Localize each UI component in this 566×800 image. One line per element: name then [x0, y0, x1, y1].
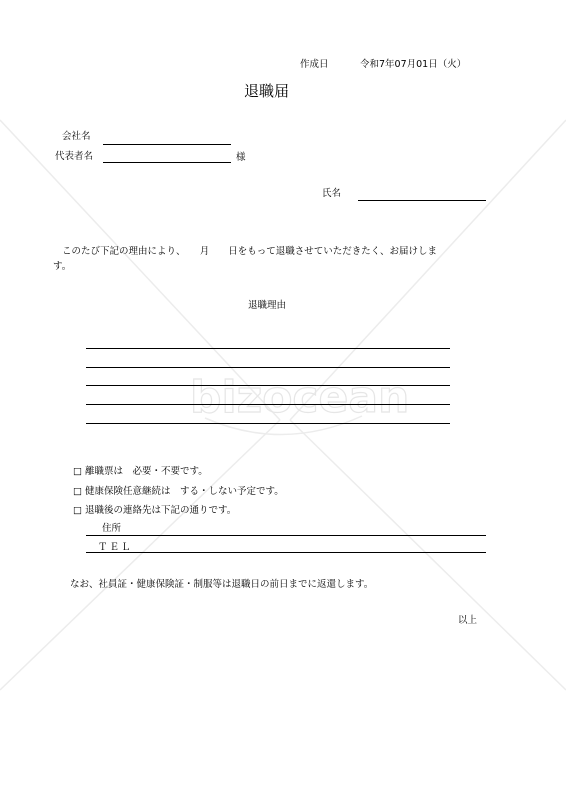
name-field-line[interactable] [358, 200, 486, 201]
reason-heading: 退職理由 [248, 300, 287, 311]
reason-line-3[interactable] [86, 385, 450, 386]
representative-field-line[interactable] [103, 162, 231, 163]
watermark-text: bizocean [190, 372, 410, 423]
address-label: 住所 [102, 523, 122, 534]
tel-label: ＴＥＬ [98, 542, 133, 553]
body-text-line1: このたび下記の理由により、 月 日をもって退職させていただきたく、お届けしま [62, 246, 438, 257]
checklist-item-contact[interactable]: □ 退職後の連絡先は下記の通りです。 [73, 505, 237, 516]
company-field-line[interactable] [103, 144, 231, 145]
checklist-item-health-insurance[interactable]: □ 健康保険任意継続は する・しない予定です。 [73, 486, 284, 497]
name-label: 氏名 [322, 188, 342, 199]
honorific: 様 [236, 152, 246, 163]
date-label: 作成日 [300, 59, 329, 70]
date-value: 令和7年07月01日（火） [360, 59, 467, 70]
checklist-item-separation-notice[interactable]: □ 離職票は 必要・不要です。 [73, 466, 208, 477]
representative-label: 代表者名 [55, 151, 94, 162]
return-note: なお、社員証・健康保険証・制服等は退職日の前日までに返還します。 [70, 579, 374, 590]
reason-line-5[interactable] [86, 423, 450, 424]
closing-text: 以上 [458, 615, 478, 626]
reason-line-1[interactable] [86, 348, 450, 349]
body-text-line2: す。 [53, 261, 72, 272]
reason-line-2[interactable] [86, 367, 450, 368]
reason-line-4[interactable] [86, 404, 450, 405]
tel-field-line[interactable] [86, 552, 486, 553]
page-title: 退職届 [244, 82, 290, 100]
company-label: 会社名 [62, 131, 91, 142]
address-field-line[interactable] [86, 535, 486, 536]
